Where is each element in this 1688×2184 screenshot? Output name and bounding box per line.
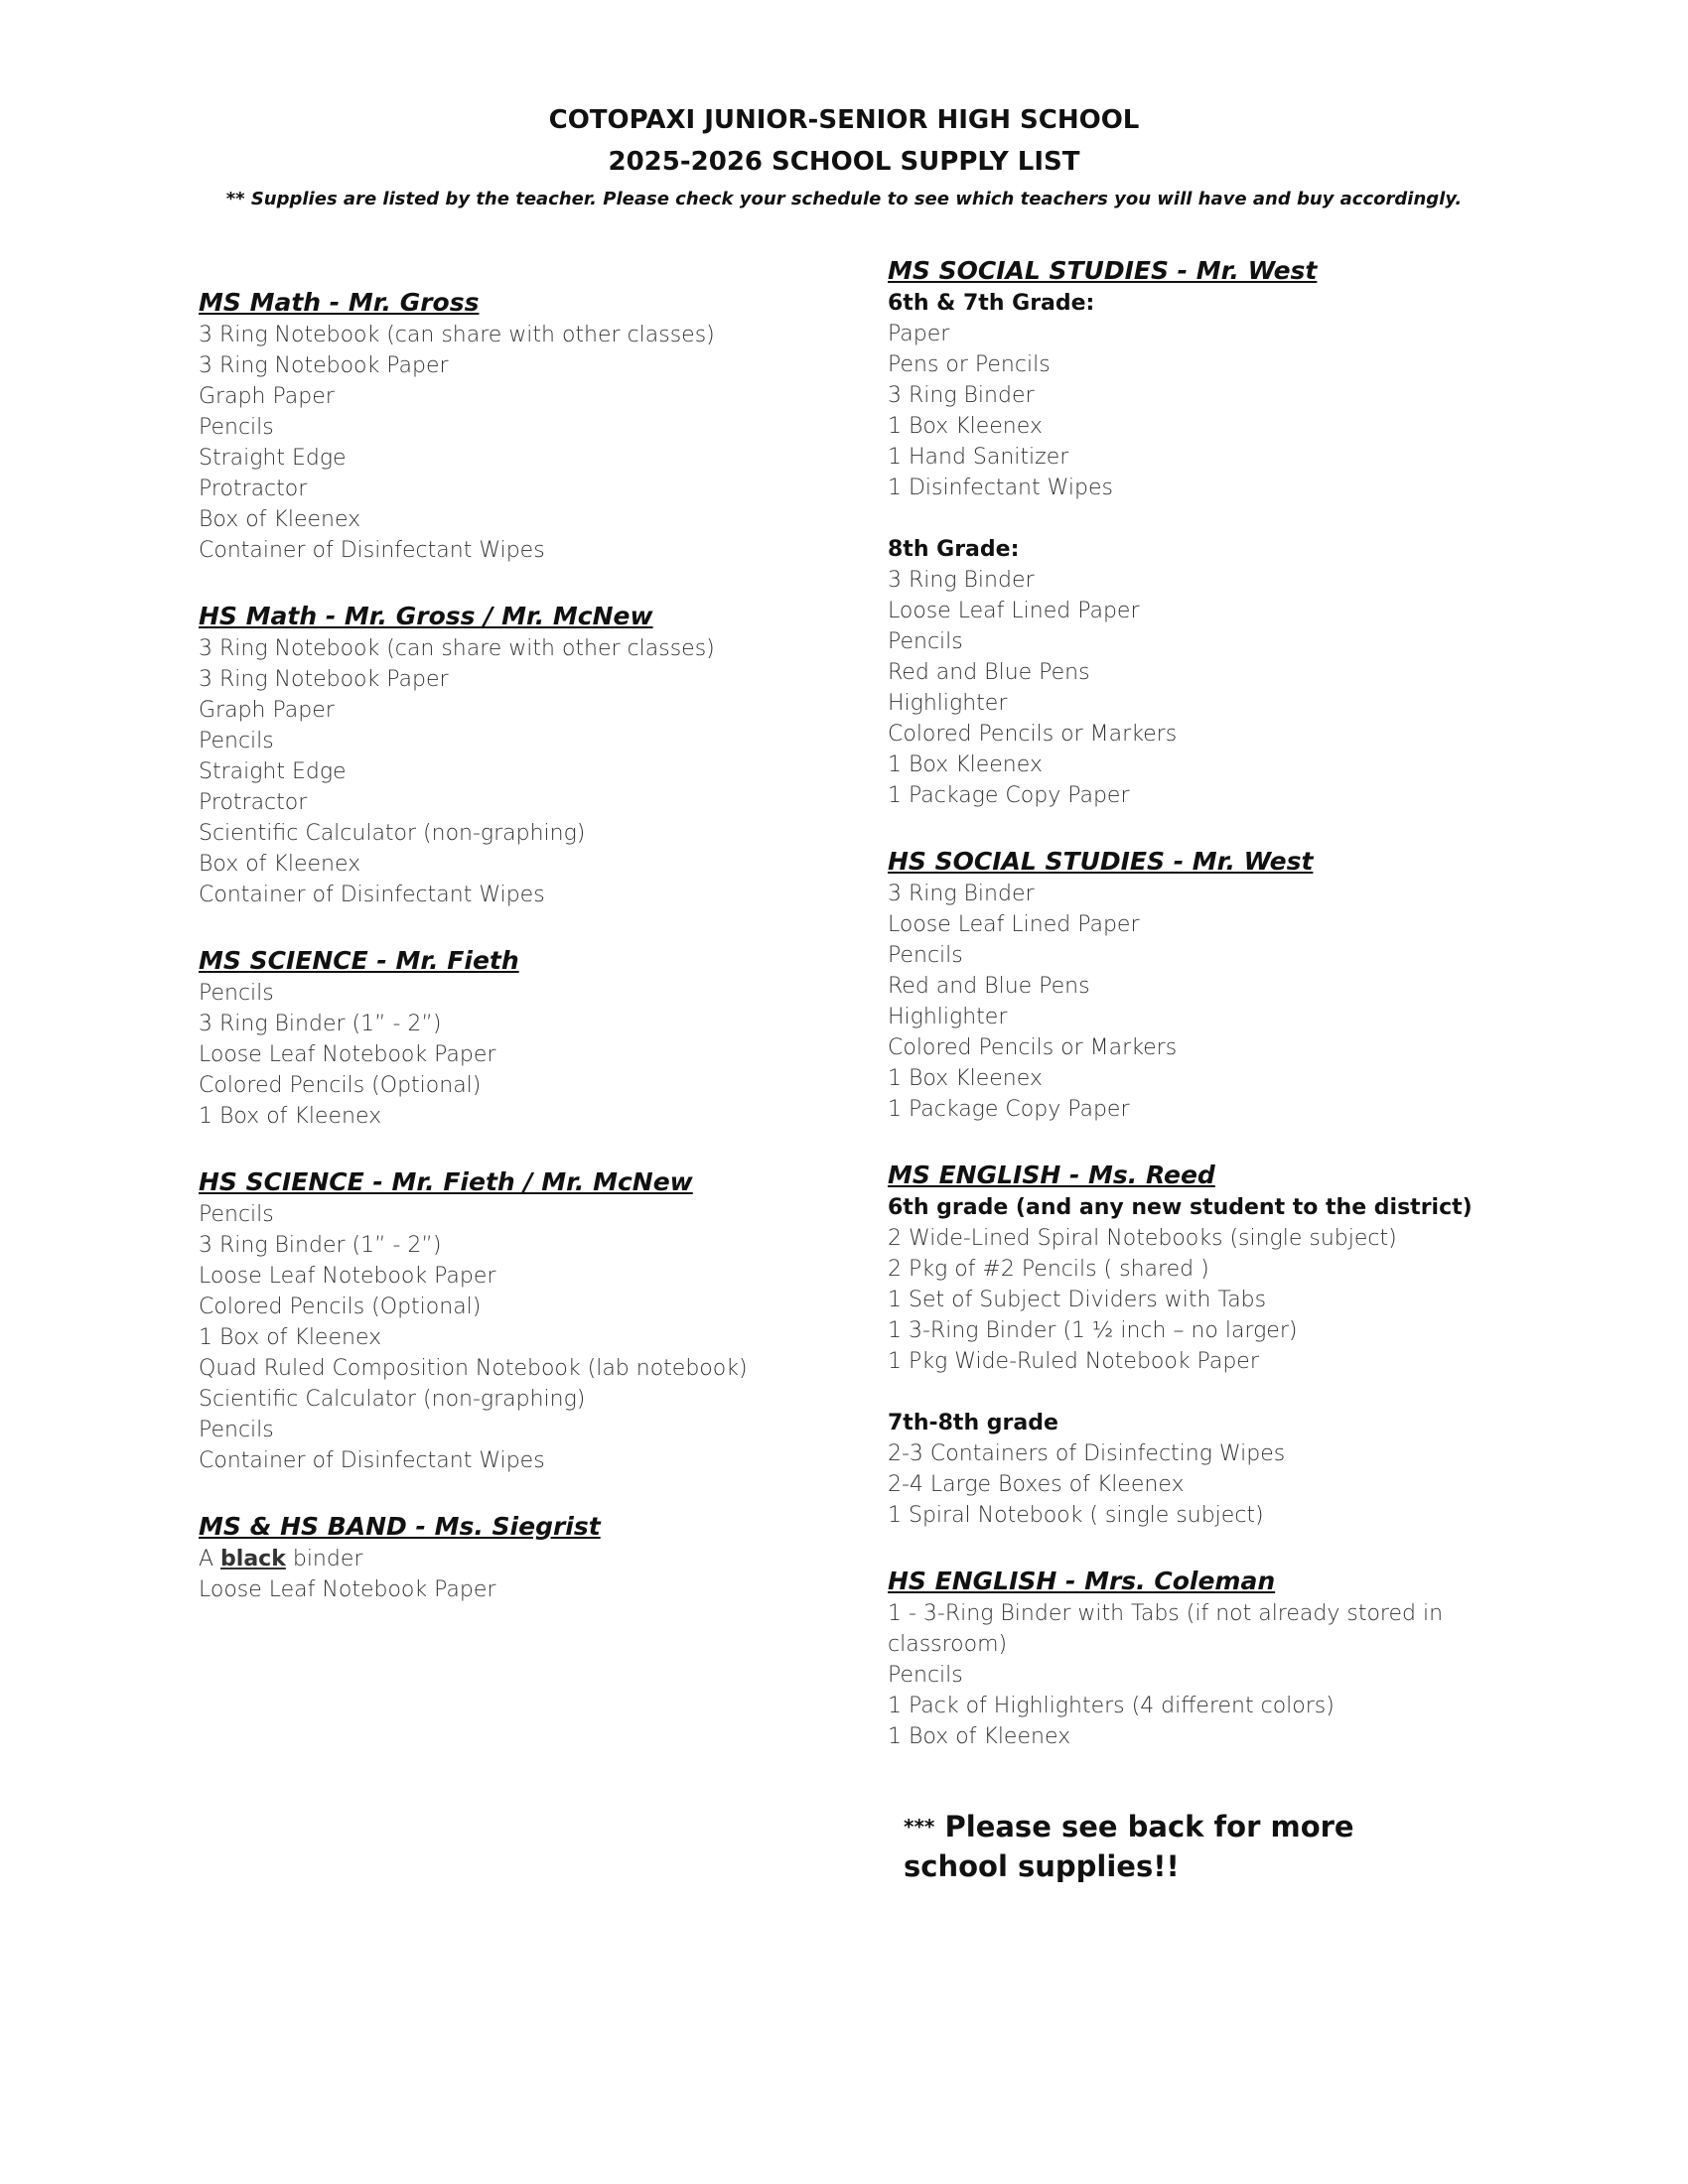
- school-name: COTOPAXI JUNIOR-SENIOR HIGH SCHOOL: [548, 105, 1140, 135]
- section-title: MS SCIENCE - Mr. Fieth: [199, 946, 519, 975]
- list-item: Red and Blue Pens: [888, 660, 1090, 685]
- item-text: A: [199, 1547, 221, 1571]
- list-item: 3 Ring Binder: [888, 882, 1035, 906]
- list-item: Colored Pencils or Markers: [888, 1035, 1178, 1060]
- item-list: [888, 879, 1583, 1125]
- list-item: Protractor: [199, 477, 308, 501]
- section-hs-science: [199, 1165, 894, 1476]
- list-item: Highlighter: [888, 691, 1008, 716]
- spacer: [888, 503, 1583, 534]
- section-hs-math: [199, 600, 894, 910]
- list-item: Quad Ruled Composition Notebook (lab notebook): [199, 1356, 748, 1381]
- section-title: MS Math - Mr. Gross: [199, 288, 480, 317]
- item-list: [888, 1598, 1483, 1752]
- list-item: Pencils: [199, 1418, 274, 1442]
- list-item: Container of Disinfectant Wipes: [199, 538, 545, 563]
- list-item: 1 Box of Kleenex: [199, 1104, 382, 1129]
- list-item: Loose Leaf Notebook Paper: [199, 1577, 496, 1602]
- section-ms-science: [199, 944, 894, 1132]
- left-column: [199, 286, 894, 1639]
- list-item: Pencils: [888, 943, 963, 968]
- instruction-note: ** Supplies are listed by the teacher. Please check your schedule to see which teachers you will have and buy accordingly.: [225, 189, 1463, 209]
- grade-label: 7th-8th grade: [888, 1411, 1058, 1435]
- list-item: 3 Ring Binder (1” - 2”): [199, 1233, 442, 1258]
- item-list: [199, 978, 894, 1132]
- list-item: 1 3-Ring Binder (1 ½ inch – no larger): [888, 1318, 1298, 1343]
- list-item: 1 Box of Kleenex: [199, 1325, 382, 1350]
- list-item: Graph Paper: [199, 384, 335, 409]
- list-item: 1 Box of Kleenex: [888, 1724, 1071, 1749]
- grade-label: 8th Grade:: [888, 537, 1020, 562]
- list-item: 1 Hand Sanitizer: [888, 445, 1069, 470]
- list-item: Colored Pencils or Markers: [888, 722, 1178, 747]
- list-item: [199, 1544, 894, 1574]
- list-item: 1 Package Copy Paper: [888, 783, 1130, 808]
- section-hs-social-studies: [888, 845, 1583, 1125]
- list-item: 3 Ring Binder (1” - 2”): [199, 1012, 442, 1036]
- list-item: Pencils: [199, 415, 274, 440]
- list-item: Pencils: [199, 729, 274, 753]
- list-item: 1 Box Kleenex: [888, 414, 1043, 439]
- list-item: Pencils: [199, 1202, 274, 1227]
- section-title: HS ENGLISH - Mrs. Coleman: [888, 1567, 1276, 1595]
- section-title: MS & HS BAND - Ms. Siegrist: [199, 1512, 601, 1541]
- list-item: 3 Ring Notebook (can share with other classes): [199, 323, 715, 347]
- list-item: Scientific Calculator (non-graphing): [199, 1387, 586, 1412]
- list-item: Paper: [888, 322, 950, 346]
- item-list: [888, 1438, 1583, 1531]
- emphasis-text: black: [220, 1547, 286, 1571]
- list-item: 3 Ring Notebook (can share with other classes): [199, 636, 715, 661]
- item-list: [888, 319, 1583, 503]
- back-note-text: Please see back for more school supplies!!: [904, 1810, 1354, 1883]
- list-item: 1 Set of Subject Dividers with Tabs: [888, 1288, 1267, 1312]
- section-title: HS SCIENCE - Mr. Fieth / Mr. McNew: [199, 1167, 693, 1196]
- list-item: Straight Edge: [199, 759, 347, 784]
- section-title: HS SOCIAL STUDIES - Mr. West: [888, 847, 1314, 876]
- list-item: 3 Ring Binder: [888, 568, 1035, 593]
- list-item: 3 Ring Binder: [888, 383, 1035, 408]
- section-title: MS ENGLISH - Ms. Reed: [888, 1160, 1215, 1189]
- list-item: Pencils: [888, 629, 963, 654]
- list-item: 1 Pack of Highlighters (4 different colors): [888, 1694, 1335, 1718]
- list-item: Colored Pencils (Optional): [199, 1295, 482, 1319]
- list-item: 3 Ring Notebook Paper: [199, 667, 449, 692]
- list-item: 1 Box Kleenex: [888, 1066, 1043, 1091]
- section-band: [199, 1510, 894, 1605]
- list-item: 1 Package Copy Paper: [888, 1097, 1130, 1122]
- list-item: Loose Leaf Lined Paper: [888, 599, 1140, 623]
- list-item: 3 Ring Notebook Paper: [199, 353, 449, 378]
- list-item: 1 Pkg Wide-Ruled Notebook Paper: [888, 1349, 1259, 1374]
- list-title: 2025-2026 SCHOOL SUPPLY LIST: [608, 147, 1080, 177]
- list-item: Colored Pencils (Optional): [199, 1073, 482, 1098]
- spacer: [888, 1377, 1583, 1408]
- list-item: Protractor: [199, 790, 308, 815]
- item-list: [888, 1223, 1583, 1377]
- asterisks: ***: [904, 1815, 935, 1839]
- list-item: Scientific Calculator (non-graphing): [199, 821, 586, 846]
- list-item: 2-4 Large Boxes of Kleenex: [888, 1472, 1185, 1497]
- grade-label: 6th & 7th Grade:: [888, 291, 1095, 316]
- section-ms-social-studies: [888, 254, 1583, 811]
- list-item: Highlighter: [888, 1005, 1008, 1029]
- document-header: [0, 99, 1688, 214]
- section-ms-english: [888, 1159, 1583, 1531]
- section-title: MS SOCIAL STUDIES - Mr. West: [888, 256, 1318, 285]
- list-item: Pencils: [888, 1663, 963, 1688]
- list-item: 1 Box Kleenex: [888, 752, 1043, 777]
- list-item: 2 Pkg of #2 Pencils ( shared ): [888, 1257, 1209, 1282]
- list-item: 1 Spiral Notebook ( single subject): [888, 1503, 1264, 1528]
- list-item: 2 Wide-Lined Spiral Notebooks (single subject): [888, 1226, 1397, 1251]
- section-ms-math: [199, 286, 894, 566]
- item-list: [199, 1199, 894, 1476]
- grade-label: 6th grade (and any new student to the district): [888, 1195, 1473, 1220]
- list-item: 2-3 Containers of Disinfecting Wipes: [888, 1441, 1286, 1466]
- section-title: HS Math - Mr. Gross / Mr. McNew: [199, 602, 653, 630]
- item-list: [888, 565, 1583, 811]
- list-item: Red and Blue Pens: [888, 974, 1090, 999]
- list-item: Straight Edge: [199, 446, 347, 471]
- list-item: 1 - 3-Ring Binder with Tabs (if not already stored in classroom): [888, 1601, 1444, 1657]
- item-list: [199, 320, 894, 566]
- list-item: 1 Disinfectant Wipes: [888, 476, 1113, 500]
- list-item: Graph Paper: [199, 698, 335, 723]
- list-item: Loose Leaf Notebook Paper: [199, 1264, 496, 1289]
- section-hs-english: [888, 1565, 1583, 1752]
- list-item: Pencils: [199, 981, 274, 1006]
- item-list: [199, 633, 894, 910]
- item-text: binder: [285, 1547, 363, 1571]
- list-item: Loose Leaf Notebook Paper: [199, 1042, 496, 1067]
- list-item: Pens or Pencils: [888, 352, 1051, 377]
- list-item: Loose Leaf Lined Paper: [888, 912, 1140, 937]
- right-column: [888, 254, 1583, 1786]
- list-item: Box of Kleenex: [199, 852, 361, 877]
- list-item: Container of Disinfectant Wipes: [199, 883, 545, 907]
- back-page-note: [904, 1807, 1420, 1886]
- list-item: Box of Kleenex: [199, 507, 361, 532]
- list-item: Container of Disinfectant Wipes: [199, 1448, 545, 1473]
